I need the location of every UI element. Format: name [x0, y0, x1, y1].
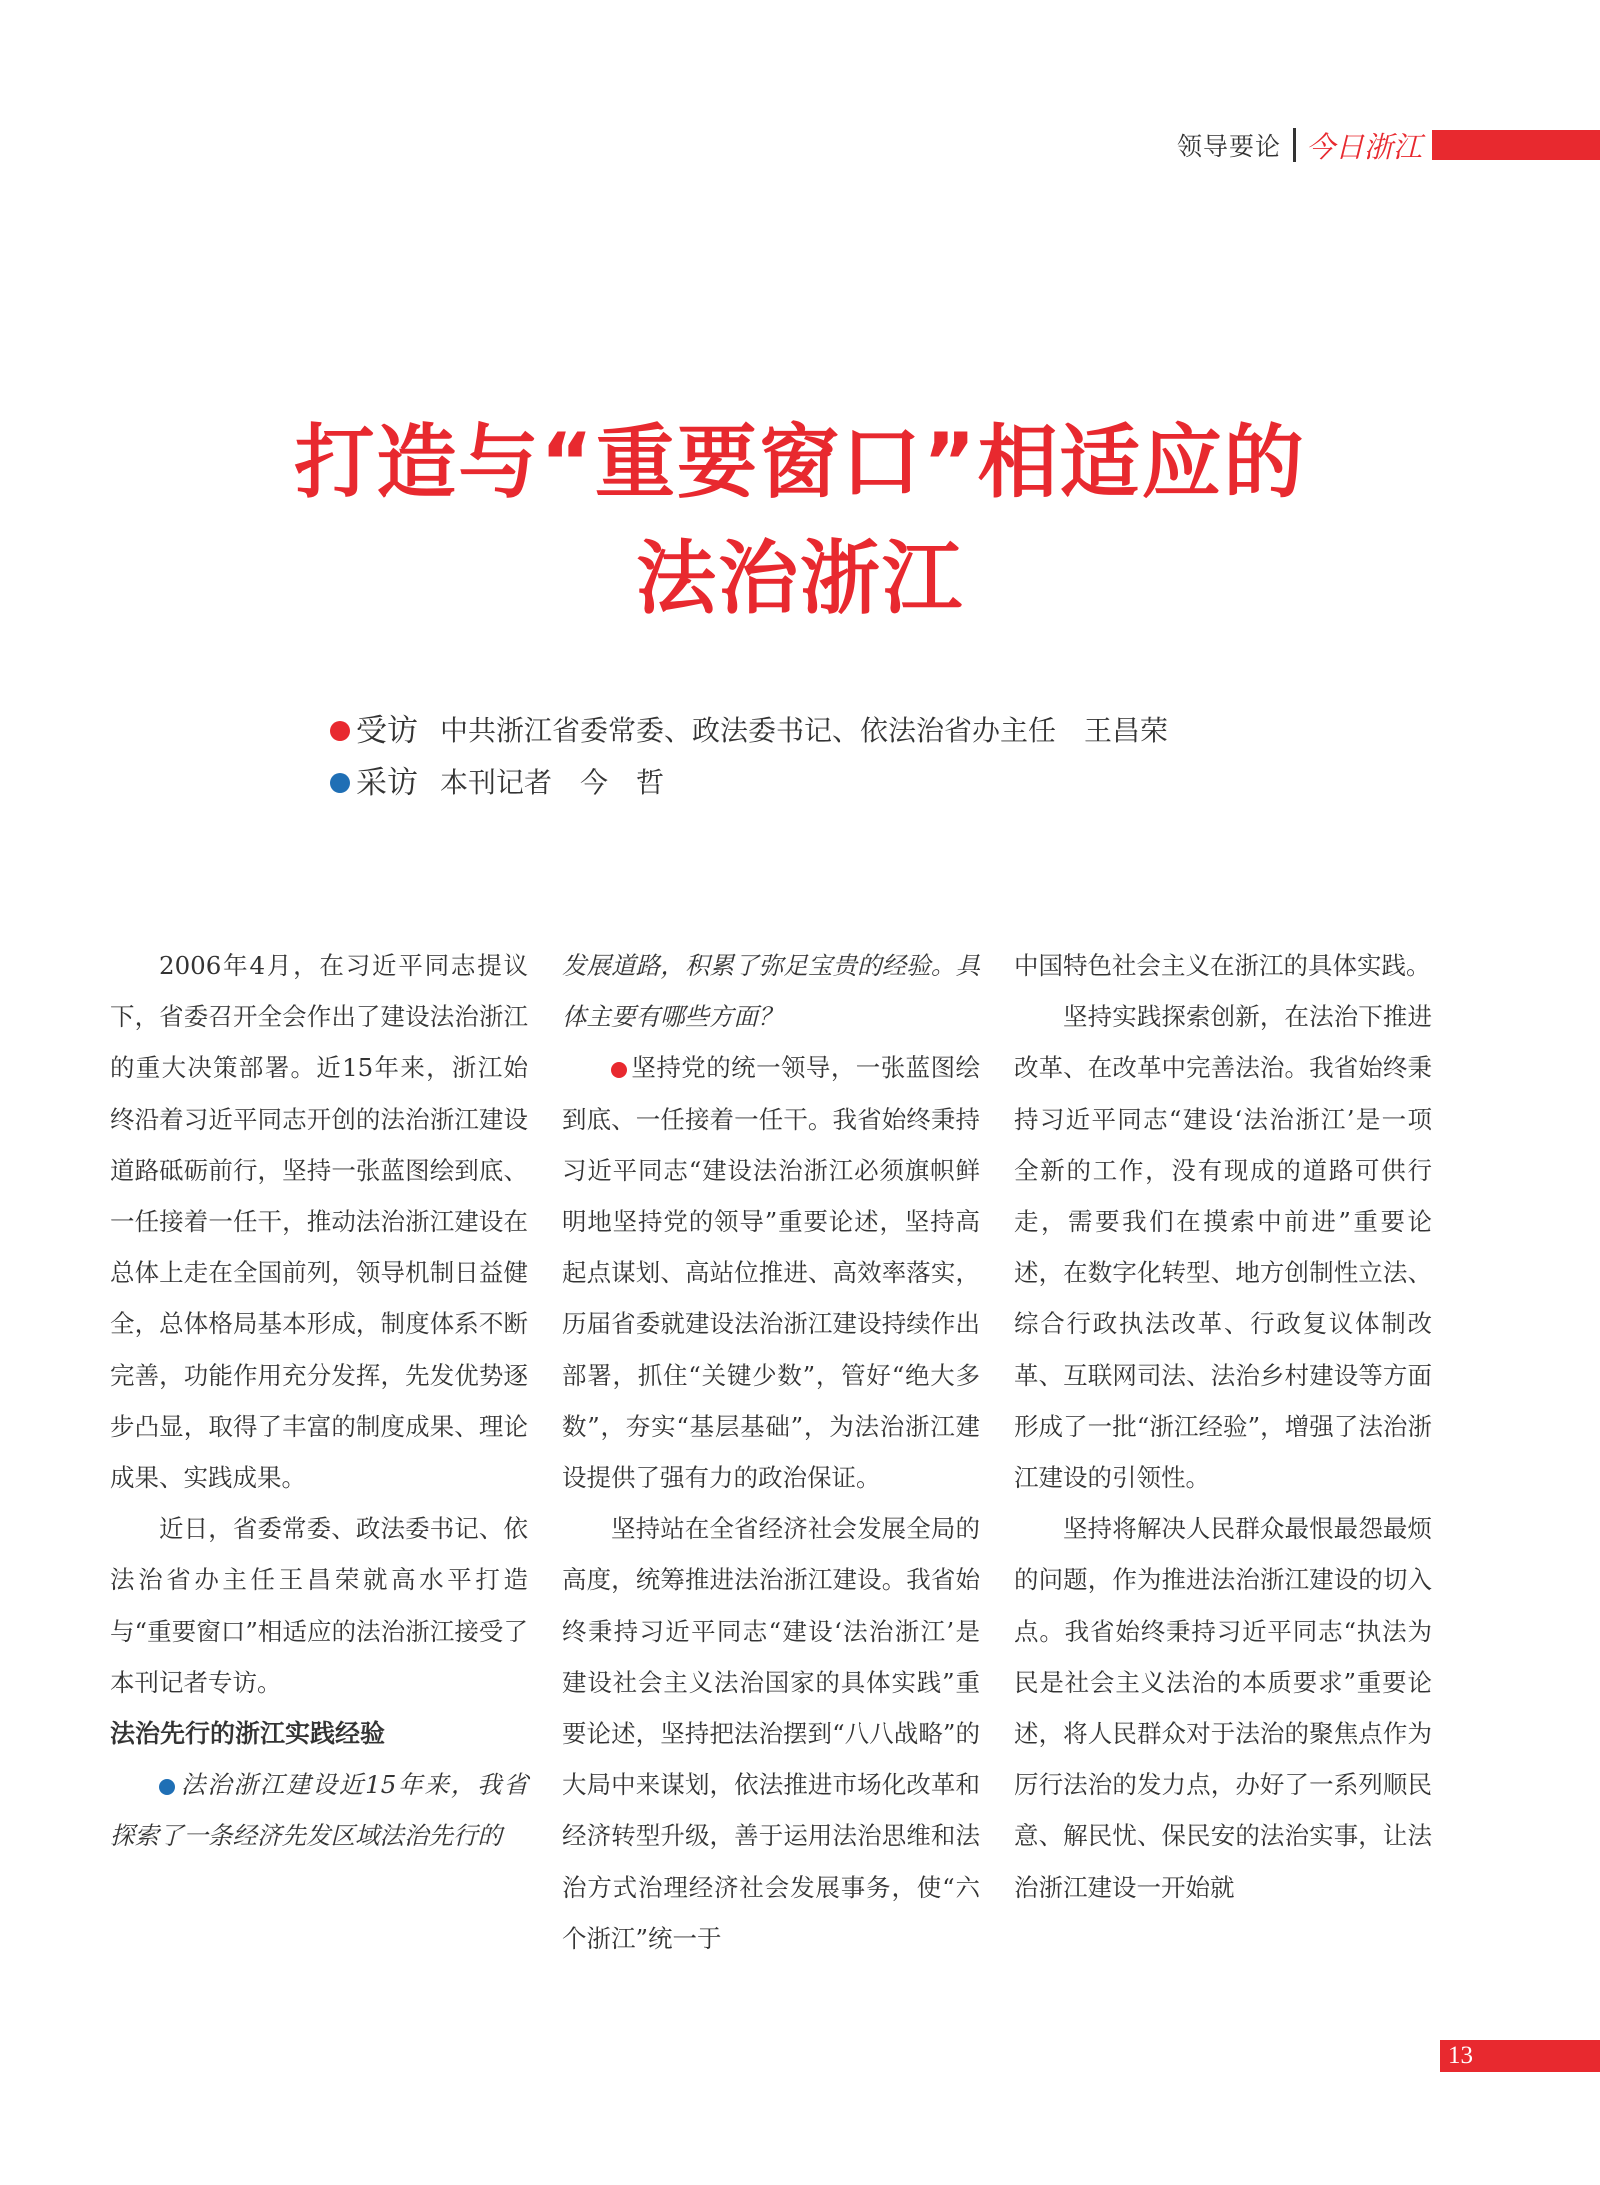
interviewee-row — [330, 705, 1168, 757]
question-text: 法治浙江建设近15年来，我省探索了一条经济先发区域法治先行的 — [110, 1770, 528, 1851]
section-label: 领导要论 — [1176, 132, 1281, 161]
paragraph: 坚持实践探索创新，在法治下推进改革、在改革中完善法治。我省始终秉持习近平同志“建设‘法治浙江’是一项全新的工作，没有现成的道路可供行走，需要我们在摸索中前进”重要论述，在数字化转型、地方创制性立法、综合行政执法改革、行政复议体制改革、互联网司法、法治乡村建设等方面形成了一批“浙江经验”，增强了法治浙江建设的引领性。 — [1014, 1002, 1432, 1493]
paragraph: 坚持将解决人民群众最恨最怨最烦的问题，作为推进法治浙江建设的切入点。我省始终秉持习近平同志“执法为民是社会主义法治的本质要求”重要论述，将人民群众对于法治的聚焦点作为厉行法治的发力点，办好了一系列顺民意、解民忧、保民安的法治实事，让法治浙江建设一开始就 — [1014, 1514, 1432, 1902]
byline — [330, 705, 1168, 809]
article-column-1 — [110, 940, 528, 1862]
interviewer-label: 采访 — [356, 765, 418, 801]
red-bullet-icon — [330, 721, 350, 741]
interviewee-name: 中共浙江省委常委、政法委书记、依法治省办主任 王昌荣 — [440, 714, 1169, 747]
interviewer-name: 本刊记者 今 哲 — [440, 766, 665, 799]
title-line-2: 法治浙江 — [636, 532, 964, 625]
paragraph: 近日，省委常委、政法委书记、依法治省办主任王昌荣就高水平打造与“重要窗口”相适应的法治浙江接受了本刊记者专访。 — [110, 1514, 528, 1697]
paragraph: 2006年4月，在习近平同志提议下，省委召开全会作出了建设法治浙江的重大决策部署。近15年来，浙江始终沿着习近平同志开创的法治浙江建设道路砥砺前行，坚持一张蓝图绘到底、一任接着一任干，推动法治浙江建设在总体上走在全国前列，领导机制日益健全，总体格局基本形成，制度体系不断完善，功能作用充分发挥，先发优势逐步凸显，取得了丰富的制度成果、理论成果、实践成果。 — [110, 951, 528, 1493]
article-title — [0, 405, 1600, 637]
paragraph-continued: 中国特色社会主义在浙江的具体实践。 — [1014, 951, 1431, 980]
interviewee-label: 受访 — [356, 713, 418, 749]
answer-text: 坚持党的统一领导，一张蓝图绘到底、一任接着一任干。我省始终秉持习近平同志“建设法治浙江必须旗帜鲜明地坚持党的领导”重要论述，坚持高起点谋划、高站位推进、高效率落实，历届省委就建设法治浙江建设持续作出部署，抓住“关键少数”，管好“绝大多数”，夯实“基层基础”，为法治浙江建设提供了强有力的政治保证。 — [562, 1053, 980, 1493]
header-accent-bar — [1432, 130, 1600, 160]
paragraph: 坚持站在全省经济社会发展全局的高度，统筹推进法治浙江建设。我省始终秉持习近平同志“建设‘法治浙江’是建设社会主义法治国家的具体实践”重要论述，坚持把法治摆到“八八战略”的大局中来谋划，依法推进市场化改革和经济转型升级，善于运用法治思维和法治方式治理经济社会发展事务，使“六个浙江”统一于 — [562, 1514, 980, 1953]
red-bullet-icon — [611, 1062, 627, 1078]
article-column-3 — [1014, 940, 1432, 1913]
title-line-1: 打造与“重要窗口”相适应的 — [294, 416, 1306, 509]
blue-bullet-icon — [159, 1779, 175, 1795]
section-subheading: 法治先行的浙江实践经验 — [110, 1719, 386, 1749]
question-paragraph — [110, 1759, 528, 1861]
interviewer-row — [330, 757, 1168, 809]
magazine-logo: 今日浙江 — [1305, 129, 1422, 164]
page-header — [1177, 118, 1600, 172]
blue-bullet-icon — [330, 773, 350, 793]
page-number: 13 — [1448, 2042, 1473, 2069]
page-number-bar — [1440, 2040, 1600, 2072]
question-paragraph-continued: 发展道路，积累了弥足宝贵的经验。具体主要有哪些方面？ — [562, 951, 980, 1032]
paragraph — [562, 1042, 980, 1503]
article-column-2 — [562, 940, 980, 1964]
